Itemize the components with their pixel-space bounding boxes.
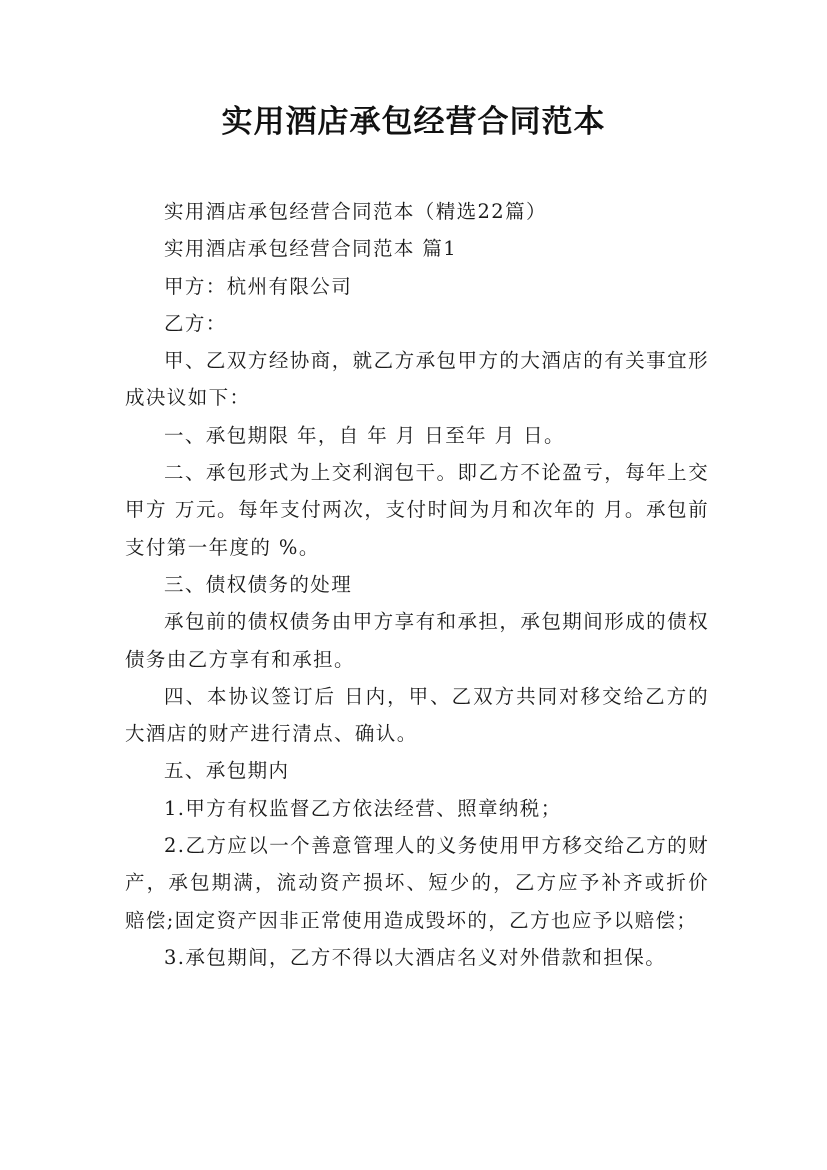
paragraph-clause-5-heading: 五、承包期内 — [164, 759, 290, 783]
paragraph-clause-3-body: 承包前的债权债务由甲方享有和承担，承包期间形成的债权债务由乙方享有和承担。 — [125, 610, 709, 671]
paragraph-subtitle: 实用酒店承包经营合同范本（精选22篇） — [164, 200, 547, 223]
paragraph-clause-5-item-3: 3.承包期间，乙方不得以大酒店名义对外借款和担保。 — [164, 945, 667, 969]
paragraph-preamble: 甲、乙双方经协商，就乙方承包甲方的大酒店的有关事宜形成决议如下： — [125, 349, 709, 410]
paragraph-clause-5-item-2: 2.乙方应以一个善意管理人的义务使用甲方移交给乙方的财产，承包期满，流动资产损坏、短少的，乙方应予补齐或折价赔偿;固定资产因非正常使用造成毁坏的，乙方也应予以赔偿； — [125, 834, 709, 932]
document-title: 实用酒店承包经营合同范本 — [221, 104, 606, 140]
paragraph-clause-2: 二、承包形式为上交利润包干。即乙方不论盈亏，每年上交甲方 万元。每年支付两次，支付时间为月和次年的 月。承包前支付第一年度的 %。 — [125, 461, 709, 559]
paragraph-clause-4: 四、本协议签订后 日内，甲、乙双方共同对移交给乙方的大酒店的财产进行清点、确认。 — [125, 684, 709, 746]
paragraph-clause-1: 一、承包期限 年，自 年 月 日至年 月 日。 — [164, 423, 565, 447]
paragraph-clause-3-heading: 三、债权债务的处理 — [164, 572, 353, 596]
paragraph-party-a: 甲方：杭州有限公司 — [164, 274, 353, 298]
document-body — [125, 193, 709, 976]
paragraph-section-heading: 实用酒店承包经营合同范本 篇1 — [164, 237, 458, 261]
paragraph-party-b: 乙方： — [164, 311, 227, 335]
paragraph-clause-5-item-1: 1.甲方有权监督乙方依法经营、照章纳税； — [164, 796, 562, 820]
